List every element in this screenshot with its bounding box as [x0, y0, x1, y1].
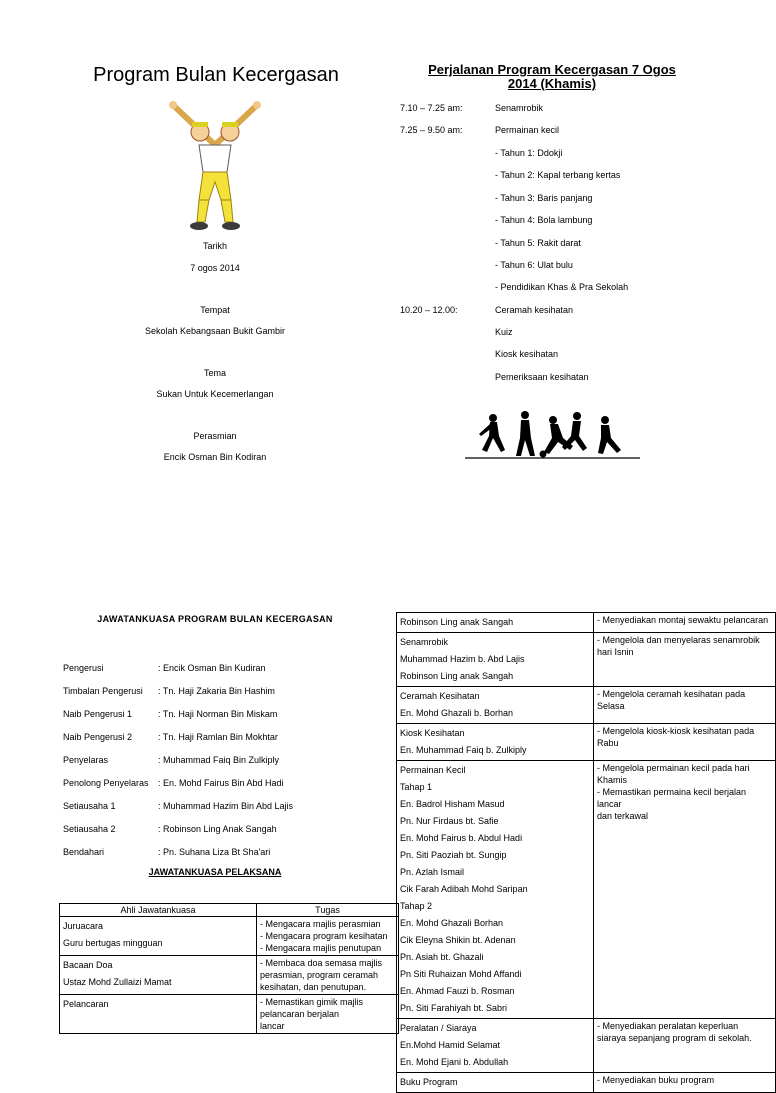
table-row [397, 724, 776, 761]
member-line: Ustaz Mohd Zullaizi Mamat [63, 977, 172, 987]
task-line: - Mengacara program kesihatan [260, 931, 388, 941]
executive-table-continued [396, 612, 776, 1093]
member-line: Pn. Nur Firdaus bt. Safie [400, 816, 499, 826]
schedule-activity: Senamrobik [495, 103, 544, 113]
member-line: Robinson Ling anak Sangah [400, 671, 514, 681]
committee-name: : Robinson Ling Anak Sangah [158, 824, 277, 834]
table-row [397, 687, 776, 724]
members-cell [397, 724, 594, 761]
member-line: Peralatan / Siaraya [400, 1023, 477, 1033]
member-line: Permainan Kecil [400, 765, 466, 775]
task-line: perasmian, program ceramah [260, 970, 379, 980]
committee-role: Timbalan Pengerusi [63, 686, 143, 696]
members-cell [60, 956, 257, 995]
schedule-time: 7.25 – 9.50 am: [400, 125, 463, 135]
members-cell [397, 1019, 594, 1073]
task-line: - Mengacara majlis penutupan [260, 943, 382, 953]
table-row [397, 613, 776, 633]
member-line: Pn. Asiah bt. Ghazali [400, 952, 484, 962]
date-value: 7 ogos 2014 [190, 263, 240, 273]
theme-value: Sukan Untuk Kecemerlangan [156, 389, 274, 399]
committee-role: Penolong Penyelaras [63, 778, 149, 788]
members-cell [397, 687, 594, 724]
member-line: Pn. Siti Paoziah bt. Sungip [400, 850, 507, 860]
schedule-activity: Ceramah kesihatan [495, 305, 574, 315]
member-line: Bacaan Doa [63, 960, 113, 970]
schedule-activity: Permainan kecil [495, 125, 560, 135]
members-cell [60, 995, 257, 1034]
members-cell [397, 633, 594, 687]
table-row [60, 917, 399, 956]
committee-name: : Muhammad Faiq Bin Zulkiply [158, 755, 280, 765]
date-label: Tarikh [202, 241, 227, 251]
tasks-cell [257, 917, 399, 956]
task-line: lancar [260, 1021, 285, 1031]
task-line: kesihatan, dan penutupan. [260, 982, 367, 992]
tasks-cell [257, 995, 399, 1034]
committee-title: JAWATANKUASA PROGRAM BULAN KECERGASAN [97, 614, 333, 624]
opening-label: Perasmian [193, 431, 237, 441]
schedule-activity: Kiosk kesihatan [495, 349, 559, 359]
task-line: dan terkawal [597, 811, 649, 821]
tasks-cell [594, 724, 776, 761]
member-line: Guru bertugas mingguan [63, 938, 163, 948]
schedule-activity: - Tahun 1: Ddokji [495, 148, 563, 158]
member-line: En. Muhammad Faiq b. Zulkiply [400, 745, 527, 755]
member-line: Cik Farah Adibah Mohd Saripan [400, 884, 528, 894]
executive-committee-title: JAWATANKUASA PELAKSANA [148, 867, 282, 877]
member-line: Pelancaran [63, 999, 109, 1009]
executive-table [59, 903, 399, 1034]
table-row [397, 761, 776, 1019]
venue-label: Tempat [200, 305, 230, 315]
schedule-activity: - Tahun 6: Ulat bulu [495, 260, 573, 270]
committee-role: Penyelaras [63, 755, 109, 765]
schedule-activity: - Tahun 2: Kapal terbang kertas [495, 170, 621, 180]
task-line: Rabu [597, 738, 619, 748]
tasks-cell [594, 613, 776, 633]
members-cell [397, 1073, 594, 1093]
members-cell [397, 761, 594, 1019]
member-line: Cik Eleyna Shikin bt. Adenan [400, 935, 516, 945]
member-line: Muhammad Hazim b. Abd Lajis [400, 654, 525, 664]
task-line: - Menyediakan buku program [597, 1075, 715, 1085]
schedule-activity: - Pendidikan Khas & Pra Sekolah [495, 282, 629, 292]
schedule-time: 7.10 – 7.25 am: [400, 103, 463, 113]
opening-value: Encik Osman Bin Kodiran [163, 452, 267, 462]
tasks-cell [594, 633, 776, 687]
task-line: - Mengelola dan menyelaras senamrobik [597, 635, 760, 645]
committee-role: Setiausaha 2 [63, 824, 116, 834]
committee-name: : Tn. Haji Ramlan Bin Mokhtar [158, 732, 278, 742]
committee-name: : Tn. Haji Zakaria Bin Hashim [158, 686, 275, 696]
task-line: siaraya sepanjang program di sekolah. [597, 1033, 752, 1043]
schedule-activity: - Tahun 4: Bola lambung [495, 215, 593, 225]
task-line: - Membaca doa semasa majlis [260, 958, 383, 968]
committee-name: : En. Mohd Fairus Bin Abd Hadi [158, 778, 284, 788]
table-row [397, 633, 776, 687]
member-line: Juruacara [63, 921, 104, 931]
table-row [397, 1019, 776, 1073]
member-line: En. Mohd Fairus b. Abdul Hadi [400, 833, 523, 843]
poster-title: Program Bulan Kecergasan [93, 64, 339, 86]
member-line: En. Mohd Ghazali Borhan [400, 918, 504, 928]
theme-label: Tema [203, 368, 226, 378]
committee-role: Pengerusi [63, 663, 104, 673]
member-line: Tahap 2 [400, 901, 433, 911]
task-line: - Mengelola ceramah kesihatan pada [597, 689, 746, 699]
committee-name: : Pn. Suhana Liza Bt Sha'ari [158, 847, 271, 857]
task-line: - Menyediakan peralatan keperluan [597, 1021, 739, 1031]
schedule-title-line2: 2014 (Khamis) [507, 76, 597, 91]
tasks-cell [594, 1073, 776, 1093]
member-line: En. Mohd Ghazali b. Borhan [400, 708, 514, 718]
member-line: En. Mohd Ejani b. Abdullah [400, 1057, 509, 1067]
member-line: Senamrobik [400, 637, 449, 647]
committee-name: : Tn. Haji Norman Bin Miskam [158, 709, 278, 719]
member-line: Ceramah Kesihatan [400, 691, 480, 701]
committee-role: Bendahari [63, 847, 105, 857]
tasks-cell [594, 761, 776, 1019]
member-line: Pn. Siti Farahiyah bt. Sabri [400, 1003, 508, 1013]
committee-name: : Encik Osman Bin Kudiran [158, 663, 266, 673]
task-line: - Mengacara majlis perasmian [260, 919, 381, 929]
task-line: - Menyediakan montaj sewaktu pelancaran [597, 615, 769, 625]
committee-role: Setiausaha 1 [63, 801, 116, 811]
member-line: Robinson Ling anak Sangah [400, 617, 514, 627]
schedule-title-line1: Perjalanan Program Kecergasan 7 Ogos [428, 62, 676, 77]
task-line: hari Isnin [597, 647, 634, 657]
table-header-tasks: Tugas [257, 904, 399, 917]
schedule-activity: - Tahun 3: Baris panjang [495, 193, 593, 203]
member-line: En. Ahmad Fauzi b. Rosman [400, 986, 515, 996]
schedule-activity: Kuiz [495, 327, 513, 337]
member-line: En.Mohd Hamid Selamat [400, 1040, 501, 1050]
task-line: - Mengelola kiosk-kiosk kesihatan pada [597, 726, 755, 736]
tasks-cell [594, 1019, 776, 1073]
schedule-activity: - Tahun 5: Rakit darat [495, 238, 581, 248]
committee-role: Naib Pengerusi 2 [63, 732, 133, 742]
committee-role: Naib Pengerusi 1 [63, 709, 133, 719]
table-row [60, 995, 399, 1034]
table-row [60, 956, 399, 995]
committee-name: : Muhammad Hazim Bin Abd Lajis [158, 801, 294, 811]
task-line: - Mengelola permainan kecil pada hari Khamis [597, 763, 750, 785]
table-row [397, 1073, 776, 1093]
tasks-cell [594, 687, 776, 724]
schedule-activity: Pemeriksaan kesihatan [495, 372, 589, 382]
task-line: - Memastikan permaina kecil berjalan lancar [597, 787, 747, 809]
tasks-cell [257, 956, 399, 995]
member-line: En. Badrol Hisham Masud [400, 799, 505, 809]
table-header-members: Ahli Jawatankuasa [60, 904, 257, 917]
member-line: Pn. Azlah Ismail [400, 867, 465, 877]
members-cell [60, 917, 257, 956]
member-line: Tahap 1 [400, 782, 433, 792]
member-line: Pn Siti Ruhaizan Mohd Affandi [400, 969, 522, 979]
member-line: Kiosk Kesihatan [400, 728, 465, 738]
members-cell [397, 613, 594, 633]
member-line: Buku Program [400, 1077, 458, 1087]
task-line: - Memastikan gimik majlis pelancaran berjalan [260, 997, 364, 1019]
schedule-time: 10.20 – 12.00: [400, 305, 458, 315]
task-line: Selasa [597, 701, 625, 711]
venue-value: Sekolah Kebangsaan Bukit Gambir [144, 326, 286, 336]
